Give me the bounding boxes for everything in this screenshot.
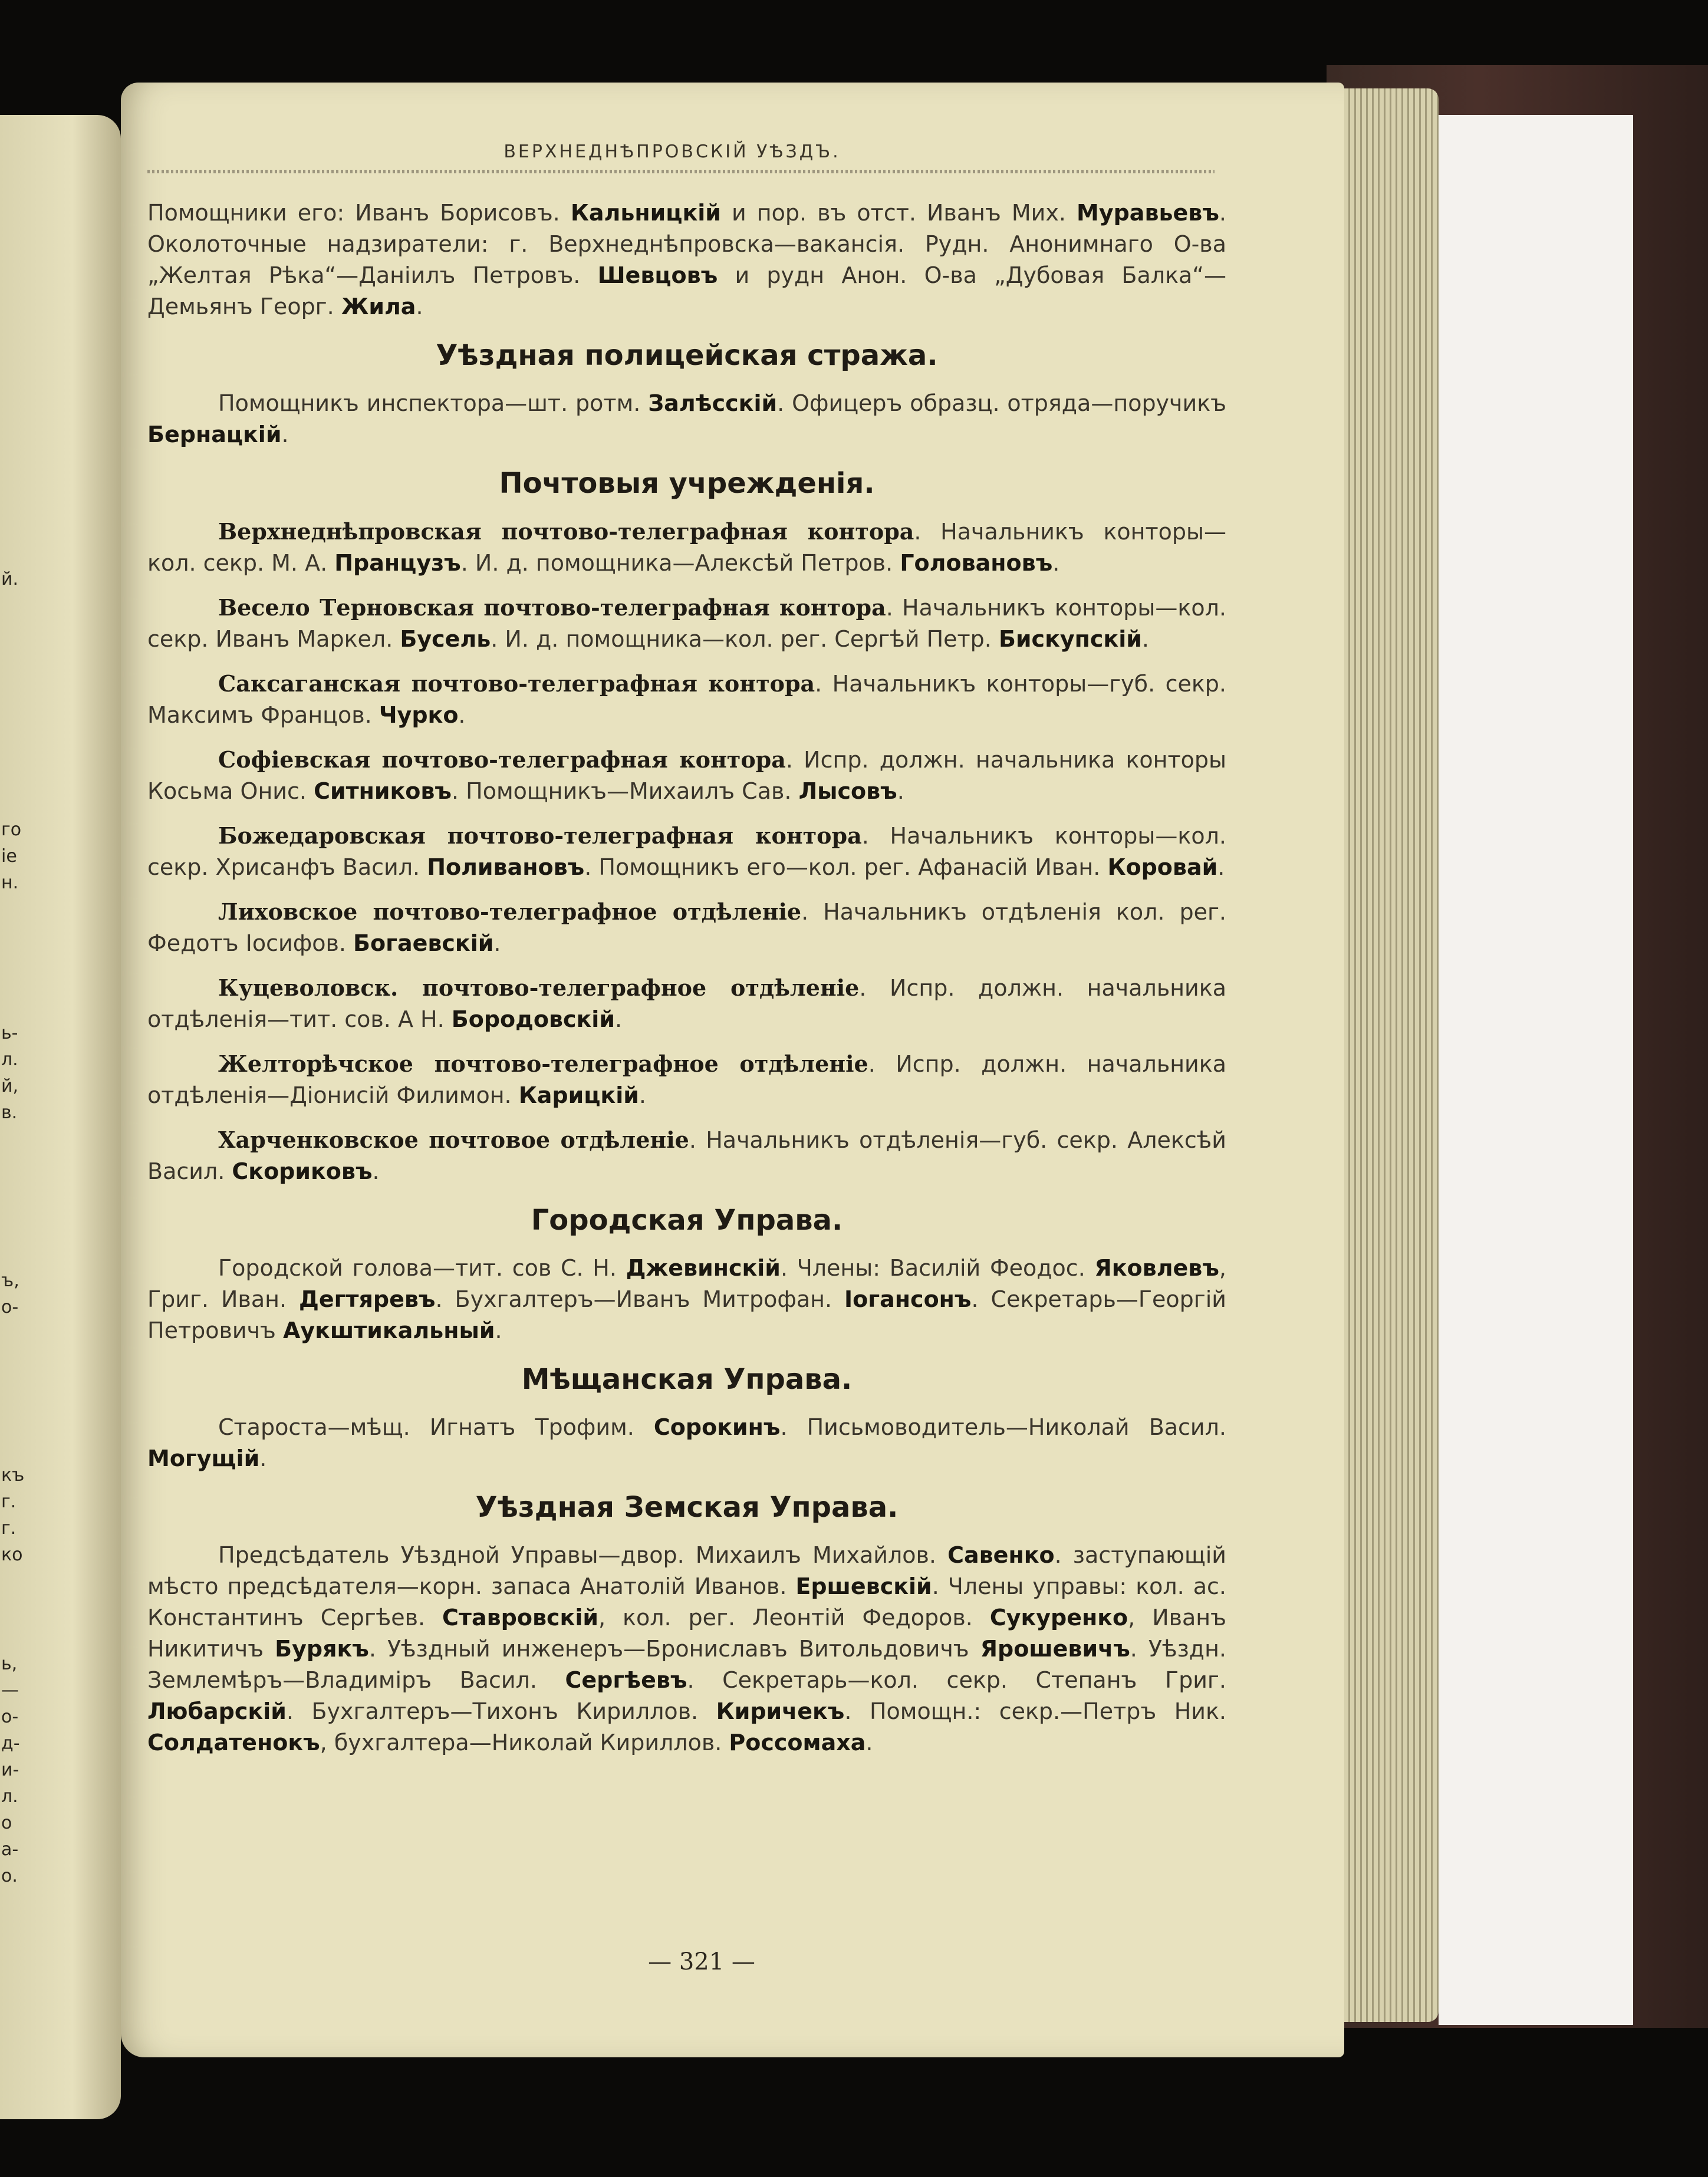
text-run: . заступающій мѣсто предсѣдателя—корн. запаса Анатолій Иванов. <box>147 1542 1226 1599</box>
facing-page-fragment: къ <box>1 1465 25 1486</box>
entry-paragraph <box>147 1540 1226 1758</box>
section-heading: Уѣздная Земская Управа. <box>475 1491 899 1524</box>
entry-title: Куцеволовск. почтово-телеграфное отдѣленіе <box>218 974 860 1001</box>
text-run: . <box>614 1006 623 1032</box>
surname: Коровай <box>1107 854 1218 880</box>
facing-page-fragment: іе <box>1 846 17 867</box>
surname: Яковлевъ <box>1094 1255 1219 1281</box>
surname: Сукуренко <box>989 1605 1128 1631</box>
text-run: . Испр. должн. начальника конторы Косьма Онис. <box>147 747 1226 804</box>
text-run: , кол. рег. Леонтій Федоров. <box>598 1605 990 1631</box>
surname: Бискупскій <box>998 626 1142 652</box>
surname: Скориковъ <box>232 1158 373 1184</box>
entry-paragraph <box>147 744 1226 807</box>
text-run: Городской голова—тит. сов С. Н. <box>218 1255 626 1281</box>
facing-page-fragment: ъ, <box>1 1270 19 1291</box>
surname: Ситниковъ <box>314 778 452 804</box>
facing-page-fragment: го <box>1 819 22 840</box>
entry-paragraph <box>147 972 1226 1035</box>
surname: Бернацкій <box>147 421 282 447</box>
surname: Могущій <box>147 1445 260 1471</box>
facing-page-fragment: д- <box>1 1733 20 1754</box>
facing-page-fragment: ко <box>1 1544 23 1565</box>
facing-page-fragment: — <box>1 1680 19 1701</box>
text-run: . Письмоводитель—Николай Васил. <box>780 1414 1226 1440</box>
entry-title: Желторѣчское почтово-телеграфное отдѣленіе <box>218 1050 868 1077</box>
surname: Лысовъ <box>798 778 897 804</box>
text-run: . <box>1052 550 1060 576</box>
text-run: Предсѣдатель Уѣздной Управы—двор. Михаилъ Михайлов. <box>218 1542 948 1568</box>
facing-page-fragment: л. <box>1 1786 18 1807</box>
entry-title: Харченковское почтовое отдѣленіе <box>218 1127 689 1153</box>
text-run: Помощники его: Иванъ Борисовъ. <box>147 200 571 226</box>
surname: Бурякъ <box>275 1636 369 1662</box>
surname: Голованов <box>900 550 1036 576</box>
facing-page-left <box>0 115 121 2119</box>
text-run: . <box>372 1158 380 1184</box>
entry-paragraph <box>147 1253 1226 1346</box>
facing-page-fragment: й, <box>1 1076 19 1096</box>
surname: Любарскій <box>147 1698 287 1724</box>
text-run: . Начальникъ конторы—кол. секр. М. А. <box>147 519 1226 576</box>
running-head: ВЕРХНЕДНѢПРОВСКІЙ УѢЗДЪ. <box>503 141 841 162</box>
text-run: . Испр. должн. начальника отдѣленія—Діонисій Филимон. <box>147 1051 1226 1108</box>
surname: Шевцовъ <box>597 262 718 288</box>
text-run: и рудн Анон. О-ва „Дубовая Балка“—Демьянъ Георг. <box>147 262 1226 320</box>
facing-page-fragment: й. <box>1 569 19 589</box>
text-run: . Бухгалтеръ—Тихонъ Кириллов. <box>286 1698 716 1724</box>
surname: Савенко <box>947 1542 1055 1568</box>
text-run: . Начальникъ конторы—губ. секр. Максимъ Францов. <box>147 671 1226 728</box>
entry-paragraph <box>147 896 1226 959</box>
text-run: . <box>281 421 289 447</box>
text-run: . Околоточные надзиратели: г. Верхнеднѣпровска—вакансія. Рудн. Анонимнаго О-ва „Желтая Рѣка“—Даніилъ Петровъ. <box>147 200 1226 288</box>
surname: Киричекъ <box>716 1698 845 1724</box>
surname: Іогансонъ <box>844 1286 972 1312</box>
entry-paragraph <box>147 668 1226 731</box>
facing-page-fragment: ь, <box>1 1654 18 1674</box>
text-run: . Помощникъ—Михаилъ Сав. <box>451 778 799 804</box>
entry-paragraph <box>147 1124 1226 1187</box>
intro-paragraph <box>147 197 1226 322</box>
section-heading: Городская Управа. <box>531 1204 843 1237</box>
facing-page-fragment: а- <box>1 1839 19 1860</box>
surname: Кальницкій <box>570 200 721 226</box>
text-run: . Члены: Василій Феодос. <box>780 1255 1095 1281</box>
page-body <box>147 197 1226 1771</box>
text-run: . Помощникъ его—кол. рег. Афанасій Иван. <box>584 854 1108 880</box>
text-run: . <box>493 930 501 956</box>
entry-title: Верхнеднѣпровская почтово-телеграфная контора <box>218 518 914 545</box>
page-number: — 321 — <box>648 1948 755 1975</box>
entry-paragraph <box>147 820 1226 883</box>
facing-page-fragment: в. <box>1 1102 18 1123</box>
facing-page-fragment: о- <box>1 1297 19 1318</box>
entry-title: Лиховское почтово-телеграфное отдѣленіе <box>218 898 802 925</box>
surname: Карицкій <box>518 1082 639 1108</box>
text-run: Помощникъ инспектора—шт. ротм. <box>218 390 649 416</box>
surname: Россомаха <box>729 1730 866 1756</box>
surname: Залѣсскій <box>648 390 778 416</box>
text-run: . Начальникъ конторы—кол. секр. Хрисанфъ Васил. <box>147 823 1226 880</box>
text-run: . <box>495 1318 502 1343</box>
facing-page-fragment: ь- <box>1 1023 18 1043</box>
text-run: . <box>1217 854 1225 880</box>
entry-paragraph <box>147 516 1226 579</box>
sections <box>147 340 1226 1758</box>
text-run: . <box>639 1082 646 1108</box>
surname: Бусель <box>400 626 491 652</box>
text-run: . <box>1141 626 1149 652</box>
surname: Дегтяревъ <box>299 1286 436 1312</box>
facing-page-fragment: л. <box>1 1049 18 1070</box>
entry-title: Божедаровская почтово-телеграфная контора <box>218 822 862 849</box>
text-run: , Иванъ Никитичъ <box>147 1605 1226 1662</box>
surname: Ершевскій <box>795 1573 932 1599</box>
facing-page-fragment: н. <box>1 872 19 893</box>
surname: Бородовскій <box>451 1006 615 1032</box>
entry-title: Софіевская почтово-телеграфная контора <box>218 746 786 773</box>
text-run: . Начальникъ отдѣленія—губ. секр. Алексѣй Васил. <box>147 1127 1227 1184</box>
surname: Солдатенокъ <box>147 1730 320 1756</box>
text-run: . <box>458 702 466 728</box>
text-run: . И. д. помощника—Алексѣй Петров. <box>460 550 900 576</box>
facing-page-fragment: о. <box>1 1866 18 1886</box>
surname: Пранцузъ <box>334 550 461 576</box>
surname: Сорокинъ <box>653 1414 781 1440</box>
surname: Поливановъ <box>427 854 585 880</box>
section-heading: Мѣщанская Управа. <box>521 1363 853 1396</box>
text-run: , бухгалтера—Николай Кириллов. <box>320 1730 729 1756</box>
text-run: . <box>259 1445 267 1471</box>
entry-title: Саксаганская почтово-телеграфная контора <box>218 670 815 697</box>
text-run: . Офицеръ образц. отряда—поручикъ <box>777 390 1226 416</box>
facing-page-fragment: о- <box>1 1707 19 1727</box>
surname: Джевинскій <box>626 1255 781 1281</box>
section-heading: Уѣздная полицейская стража. <box>436 339 938 372</box>
running-head-rule <box>147 170 1215 173</box>
surname: Муравьевъ <box>1077 200 1219 226</box>
text-run: . Помощн.: секр.—Петръ Ник. <box>844 1698 1226 1724</box>
facing-page-fragment: о <box>1 1813 12 1833</box>
facing-page-fragment: и- <box>1 1760 19 1780</box>
facing-page-fragment: г. <box>1 1518 17 1539</box>
text-run: . <box>897 778 904 804</box>
text-run: . <box>416 294 423 320</box>
surname: Ярошевичъ <box>980 1636 1130 1662</box>
section-heading: Почтовыя учрежденія. <box>499 467 875 500</box>
text-run: Староста—мѣщ. Игнатъ Трофим. <box>218 1414 654 1440</box>
text-run: и пор. въ отст. Иванъ Мих. <box>720 200 1077 226</box>
surname: Ставровскій <box>442 1605 598 1631</box>
text-run: . Начальникъ отдѣленія кол. рег. Федотъ Іосифов. <box>147 899 1227 956</box>
surname: Чурко <box>379 702 459 728</box>
entry-paragraph <box>147 388 1226 450</box>
text-run: . Секретарь—Георгій Петровичъ <box>147 1286 1226 1343</box>
text-run: . Начальникъ конторы—кол. секр. Иванъ Маркел. <box>147 595 1226 652</box>
text-run: . <box>865 1730 873 1756</box>
surname: ъ <box>1035 550 1053 576</box>
facing-page-fragment: г. <box>1 1491 17 1512</box>
surname: Аукштикальный <box>282 1318 495 1343</box>
surname: Жила <box>341 294 416 320</box>
surname: Сергѣевъ <box>565 1667 687 1693</box>
entry-title: Весело Терновская почтово-телеграфная контора <box>218 594 886 621</box>
text-run: , Григ. Иван. <box>147 1255 1226 1312</box>
text-run: . Испр. должн. начальника отдѣленія—тит. сов. А Н. <box>147 975 1226 1032</box>
text-run: . Уѣздный инженеръ—Брониславъ Витольдовичъ <box>368 1636 980 1662</box>
entry-paragraph <box>147 592 1226 655</box>
surname: Богаевскій <box>353 930 494 956</box>
entry-paragraph <box>147 1048 1226 1111</box>
background-card <box>1439 115 1633 2025</box>
entry-paragraph <box>147 1412 1226 1474</box>
text-run: . Бухгалтеръ—Иванъ Митрофан. <box>435 1286 845 1312</box>
text-run: . Уѣздн. Землемѣръ—Владиміръ Васил. <box>147 1636 1226 1693</box>
text-run: . И. д. помощника—кол. рег. Сергѣй Петр. <box>491 626 999 652</box>
text-run: . Секретарь—кол. секр. Степанъ Григ. <box>687 1667 1226 1693</box>
text-run: . Члены управы: кол. ас. Константинъ Сергѣев. <box>147 1573 1226 1631</box>
